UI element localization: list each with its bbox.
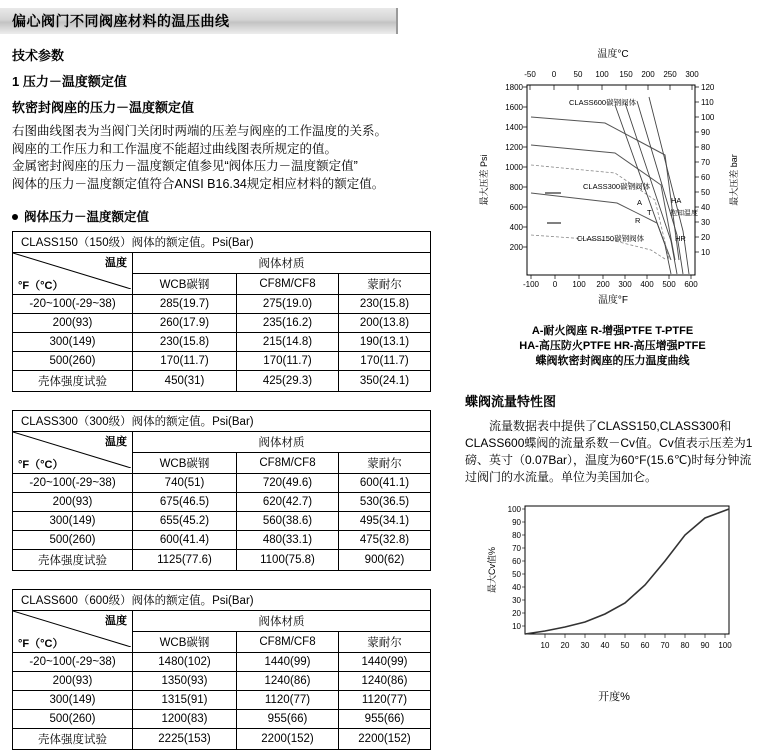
footer-label: 壳体强度试验 bbox=[13, 371, 133, 392]
column-header-monel: 蒙耐尔 bbox=[339, 453, 431, 474]
table-footer-row bbox=[13, 550, 431, 571]
cell-cf8m: 215(14.8) bbox=[237, 333, 339, 352]
row-temp: 300(149) bbox=[13, 691, 133, 710]
cell-cf8m: 955(66) bbox=[237, 710, 339, 729]
column-header-wcb: WCB碳钢 bbox=[133, 453, 237, 474]
pt-curve-label: CLASS600碳钢阀体 bbox=[569, 98, 637, 107]
pt-inline-label-R: R bbox=[635, 216, 641, 225]
table-row bbox=[13, 531, 431, 550]
cell-cf8m: 170(11.7) bbox=[237, 352, 339, 371]
pt-c-tick: 50 bbox=[573, 70, 583, 79]
cv-x-tick: 90 bbox=[700, 641, 710, 650]
pt-f-tick: 400 bbox=[640, 280, 654, 289]
table-row bbox=[13, 295, 431, 314]
pt-left-tick: 600 bbox=[509, 203, 523, 212]
pt-right-tick: 120 bbox=[701, 83, 715, 92]
pt-inline-label-HA: HA bbox=[671, 196, 682, 205]
column-header-monel: 蒙耐尔 bbox=[339, 632, 431, 653]
cv-x-tick: 40 bbox=[600, 641, 610, 650]
cell-wcb: 1350(93) bbox=[133, 672, 237, 691]
cell-cf8m: 1120(77) bbox=[237, 691, 339, 710]
pt-right-tick: 70 bbox=[701, 158, 710, 167]
cell-wcb: 260(17.9) bbox=[133, 314, 237, 333]
cv-x-tick: 20 bbox=[560, 641, 570, 650]
pt-c-tick: 150 bbox=[619, 70, 633, 79]
row-temp: 200(93) bbox=[13, 672, 133, 691]
temp-header-top: 温度 bbox=[105, 615, 127, 627]
table-footer-row bbox=[13, 371, 431, 392]
pt-left-tick: 800 bbox=[509, 183, 523, 192]
column-header-wcb: WCB碳钢 bbox=[133, 274, 237, 295]
cell-wcb: 1480(102) bbox=[133, 653, 237, 672]
column-header-cf8m: CF8M/CF8 bbox=[237, 453, 339, 474]
footer-monel: 900(62) bbox=[339, 550, 431, 571]
table-row bbox=[13, 512, 431, 531]
cv-y-tick: 50 bbox=[512, 570, 521, 579]
pt-f-tick: 300 bbox=[618, 280, 632, 289]
pt-inline-label-temp: 抱知温度 bbox=[670, 210, 698, 217]
pt-inline-label-HR: HR bbox=[675, 234, 686, 243]
footer-monel: 350(24.1) bbox=[339, 371, 431, 392]
cell-monel: 600(41.1) bbox=[339, 474, 431, 493]
temp-header-cell bbox=[13, 432, 133, 474]
cell-monel: 955(66) bbox=[339, 710, 431, 729]
pt-curve-label: CLASS300碳钢阀体 bbox=[583, 182, 651, 191]
cell-cf8m: 235(16.2) bbox=[237, 314, 339, 333]
pt-left-tick: 1400 bbox=[505, 123, 523, 132]
body-paragraph-4: 阀体的压力－温度额定值符合ANSI B16.34规定相应材料的额定值。 bbox=[12, 176, 385, 191]
cv-x-tick: 100 bbox=[718, 641, 732, 650]
temp-header-cell bbox=[13, 611, 133, 653]
pt-right-tick: 10 bbox=[701, 248, 710, 257]
cv-x-tick: 50 bbox=[620, 641, 630, 650]
left-content-column bbox=[12, 45, 452, 750]
table-gap bbox=[12, 392, 452, 406]
table-group-header-row bbox=[13, 611, 431, 632]
row-temp: 500(260) bbox=[13, 352, 133, 371]
column-header-cf8m: CF8M/CF8 bbox=[237, 274, 339, 295]
row-temp: 300(149) bbox=[13, 512, 133, 531]
table-row bbox=[13, 352, 431, 371]
pt-f-tick: 200 bbox=[596, 280, 610, 289]
cell-wcb: 600(41.4) bbox=[133, 531, 237, 550]
pt-legend-line-3: 蝶阀软密封阀座的压力温度曲线 bbox=[535, 355, 690, 367]
cv-y-tick: 60 bbox=[512, 557, 521, 566]
pt-bottom-axis-title: 温度°F bbox=[597, 295, 629, 306]
pt-curve-label: CLASS150碳钢阀体 bbox=[577, 234, 645, 243]
section-title: 技术参数 bbox=[12, 48, 65, 63]
cv-flow-characteristic-chart bbox=[481, 500, 747, 670]
pt-f-tick: 600 bbox=[684, 280, 698, 289]
pt-c-tick: 100 bbox=[595, 70, 609, 79]
row-temp: 200(93) bbox=[13, 314, 133, 333]
body-paragraph-3: 金属密封阀座的压力－温度额定值参见“阀体压力－温度额定值” bbox=[12, 159, 358, 173]
footer-cf8m: 2200(152) bbox=[237, 729, 339, 750]
cell-wcb: 675(46.5) bbox=[133, 493, 237, 512]
body-paragraph-1: 右图曲线图表为当阀门关闭时两端的压差与阀座的工作温度的关系。 bbox=[12, 124, 388, 138]
table-class300 bbox=[12, 410, 431, 571]
table-group-header-row bbox=[13, 432, 431, 453]
cv-y-tick: 70 bbox=[512, 544, 521, 553]
row-temp: 500(260) bbox=[13, 531, 133, 550]
cv-x-tick: 10 bbox=[540, 641, 550, 650]
footer-label: 壳体强度试验 bbox=[13, 729, 133, 750]
subsection-title: 1 压力－温度额定值 bbox=[12, 74, 127, 89]
temp-header-bottom: °F（°C） bbox=[18, 280, 64, 292]
table-row bbox=[13, 333, 431, 352]
cv-y-tick: 20 bbox=[512, 609, 521, 618]
pressure-temperature-chart bbox=[465, 45, 760, 320]
cv-y-tick: 10 bbox=[512, 622, 521, 631]
pt-c-tick: 200 bbox=[641, 70, 655, 79]
footer-label: 壳体强度试验 bbox=[13, 550, 133, 571]
pt-inline-label-A: A bbox=[637, 198, 643, 207]
cv-y-tick: 30 bbox=[512, 596, 521, 605]
cell-monel: 530(36.5) bbox=[339, 493, 431, 512]
temp-header-cell bbox=[13, 253, 133, 295]
cv-x-tick: 30 bbox=[580, 641, 590, 650]
temp-header-bottom: °F（°C） bbox=[18, 638, 64, 650]
pt-left-tick: 200 bbox=[509, 243, 523, 252]
cell-wcb: 1200(83) bbox=[133, 710, 237, 729]
pt-right-tick: 30 bbox=[701, 218, 710, 227]
pt-right-tick: 110 bbox=[701, 98, 714, 107]
table-row bbox=[13, 314, 431, 333]
pt-left-axis-title: 最大压差 Psi bbox=[479, 154, 489, 206]
row-temp: 200(93) bbox=[13, 493, 133, 512]
table-class150-wrapper bbox=[12, 231, 452, 392]
table-caption: CLASS150（150级）阀体的额定值。Psi(Bar) bbox=[13, 232, 431, 253]
pt-right-axis-title: 最大压差 bar bbox=[729, 154, 739, 206]
cell-monel: 1120(77) bbox=[339, 691, 431, 710]
cell-monel: 230(15.8) bbox=[339, 295, 431, 314]
pt-f-tick: -100 bbox=[522, 280, 540, 289]
table-caption-row bbox=[13, 590, 431, 611]
material-group-header: 阀体材质 bbox=[133, 611, 431, 632]
row-temp: -20~100(-29~38) bbox=[13, 653, 133, 672]
table-row bbox=[13, 474, 431, 493]
pt-left-tick: 1600 bbox=[505, 103, 523, 112]
cell-cf8m: 275(19.0) bbox=[237, 295, 339, 314]
pt-left-tick: 1200 bbox=[505, 143, 523, 152]
bullet-heading bbox=[12, 207, 452, 225]
cell-monel: 200(13.8) bbox=[339, 314, 431, 333]
cv-x-tick: 70 bbox=[660, 641, 670, 650]
footer-cf8m: 425(29.3) bbox=[237, 371, 339, 392]
cell-wcb: 285(19.7) bbox=[133, 295, 237, 314]
bullet-heading-label: 阀体压力－温度额定值 bbox=[24, 210, 150, 224]
cv-section-title: 蝶阀流量特性图 bbox=[465, 394, 557, 409]
cell-wcb: 1315(91) bbox=[133, 691, 237, 710]
cell-wcb: 170(11.7) bbox=[133, 352, 237, 371]
table-class150 bbox=[12, 231, 431, 392]
cell-wcb: 230(15.8) bbox=[133, 333, 237, 352]
cell-cf8m: 1440(99) bbox=[237, 653, 339, 672]
table-caption-row bbox=[13, 411, 431, 432]
pt-left-tick: 1800 bbox=[505, 83, 523, 92]
cv-y-axis-title: 最大Cv值% bbox=[487, 546, 497, 594]
footer-wcb: 2225(153) bbox=[133, 729, 237, 750]
cell-cf8m: 560(38.6) bbox=[237, 512, 339, 531]
pt-right-tick: 40 bbox=[701, 203, 710, 212]
table-row bbox=[13, 493, 431, 512]
cell-cf8m: 1240(86) bbox=[237, 672, 339, 691]
material-group-header: 阀体材质 bbox=[133, 253, 431, 274]
row-temp: 500(260) bbox=[13, 710, 133, 729]
cv-y-tick: 40 bbox=[512, 583, 521, 592]
pt-f-tick: 100 bbox=[572, 280, 586, 289]
pt-f-tick: 0 bbox=[552, 280, 558, 289]
footer-wcb: 450(31) bbox=[133, 371, 237, 392]
cell-monel: 475(32.8) bbox=[339, 531, 431, 550]
pt-inline-label-T: T bbox=[647, 208, 652, 217]
temp-header-top: 温度 bbox=[105, 436, 127, 448]
table-caption: CLASS300（300级）阀体的额定值。Psi(Bar) bbox=[13, 411, 431, 432]
row-temp: 300(149) bbox=[13, 333, 133, 352]
pt-right-tick: 100 bbox=[701, 113, 715, 122]
table-footer-row bbox=[13, 729, 431, 750]
cv-paragraph: 流量数据表中提供了CLASS150,CLASS300和CLASS600蝶阀的流量系数－Cv值。Cv值表示压差为1磅、英寸（0.07Bar），温度为60°F(15.6℃)时每分钟流过阀门的水流量。单位为美国加仑。 bbox=[465, 419, 753, 484]
temp-header-top: 温度 bbox=[105, 257, 127, 269]
pt-right-tick: 60 bbox=[701, 173, 710, 182]
footer-cf8m: 1100(75.8) bbox=[237, 550, 339, 571]
cell-cf8m: 720(49.6) bbox=[237, 474, 339, 493]
cv-x-tick: 60 bbox=[640, 641, 650, 650]
pt-c-tick: 300 bbox=[685, 70, 699, 79]
pt-left-tick: 1000 bbox=[505, 163, 523, 172]
pt-c-tick: -50 bbox=[524, 70, 536, 79]
table-row bbox=[13, 710, 431, 729]
cv-y-tick: 80 bbox=[512, 531, 521, 540]
cell-cf8m: 480(33.1) bbox=[237, 531, 339, 550]
cell-wcb: 740(51) bbox=[133, 474, 237, 493]
pt-c-tick: 0 bbox=[551, 70, 557, 79]
table-caption-row bbox=[13, 232, 431, 253]
pt-chart-legend bbox=[465, 324, 760, 369]
cell-monel: 170(11.7) bbox=[339, 352, 431, 371]
cv-x-axis-title: 开度% bbox=[598, 691, 630, 703]
footer-wcb: 1125(77.6) bbox=[133, 550, 237, 571]
bullet-dot-icon bbox=[12, 214, 18, 220]
column-header-cf8m: CF8M/CF8 bbox=[237, 632, 339, 653]
table-class600-wrapper bbox=[12, 589, 452, 750]
table-class600 bbox=[12, 589, 431, 750]
cell-wcb: 655(45.2) bbox=[133, 512, 237, 531]
cell-monel: 1240(86) bbox=[339, 672, 431, 691]
cv-y-tick: 100 bbox=[507, 505, 521, 514]
temp-header-bottom: °F（°C） bbox=[18, 459, 64, 471]
table-class300-wrapper bbox=[12, 410, 452, 571]
cv-x-tick: 80 bbox=[680, 641, 690, 650]
pt-f-tick: 500 bbox=[662, 280, 676, 289]
column-header-wcb: WCB碳钢 bbox=[133, 632, 237, 653]
table-row bbox=[13, 672, 431, 691]
table-row bbox=[13, 653, 431, 672]
body-paragraph-2: 阀座的工作压力和工作温度不能超过曲线图表所规定的值。 bbox=[12, 141, 338, 156]
table-gap bbox=[12, 571, 452, 585]
paragraph-title: 软密封阀座的压力－温度额定值 bbox=[12, 100, 195, 115]
row-temp: -20~100(-29~38) bbox=[13, 474, 133, 493]
pt-top-axis-title: 温度°C bbox=[597, 49, 629, 60]
right-content-column bbox=[465, 45, 760, 704]
pt-c-tick: 250 bbox=[663, 70, 677, 79]
cell-cf8m: 620(42.7) bbox=[237, 493, 339, 512]
footer-monel: 2200(152) bbox=[339, 729, 431, 750]
pt-right-tick: 80 bbox=[701, 143, 710, 152]
pt-right-tick: 90 bbox=[701, 128, 710, 137]
table-row bbox=[13, 691, 431, 710]
cell-monel: 190(13.1) bbox=[339, 333, 431, 352]
table-caption: CLASS600（600级）阀体的额定值。Psi(Bar) bbox=[13, 590, 431, 611]
pt-right-tick: 50 bbox=[701, 188, 710, 197]
material-group-header: 阀体材质 bbox=[133, 432, 431, 453]
column-header-monel: 蒙耐尔 bbox=[339, 274, 431, 295]
cv-y-tick: 90 bbox=[512, 518, 521, 527]
page-title: 偏心阀门不同阀座材料的温压曲线 bbox=[12, 13, 230, 29]
cell-monel: 1440(99) bbox=[339, 653, 431, 672]
pt-left-tick: 400 bbox=[509, 223, 523, 232]
pt-legend-line-2: HA-高压防火PTFE HR-高压增强PTFE bbox=[519, 340, 706, 352]
table-group-header-row bbox=[13, 253, 431, 274]
pt-legend-line-1: A-耐火阀座 R-增强PTFE T-PTFE bbox=[531, 325, 694, 337]
cell-monel: 495(34.1) bbox=[339, 512, 431, 531]
pt-right-tick: 20 bbox=[701, 233, 710, 242]
row-temp: -20~100(-29~38) bbox=[13, 295, 133, 314]
